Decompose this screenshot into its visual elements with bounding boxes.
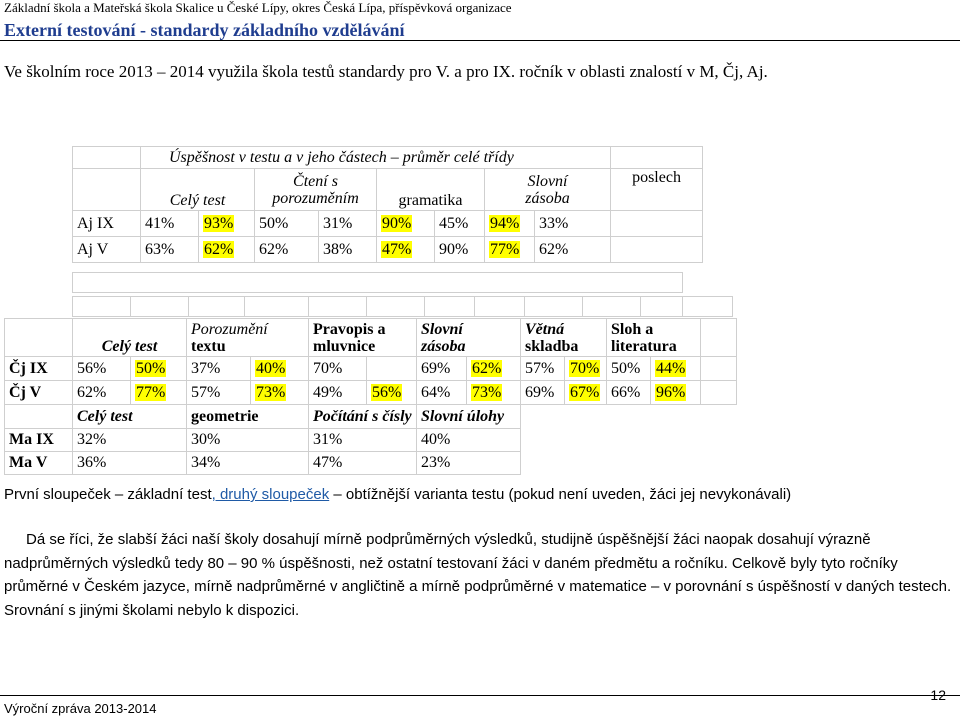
cell: 56% (73, 357, 131, 381)
aj-table-title: Úspěšnost v testu a v jeho částech – průměr celé třídy (141, 147, 611, 169)
cell-highlighted: 73% (256, 383, 286, 401)
cell: 57% (187, 381, 251, 405)
cell: 31% (319, 211, 377, 237)
cell: 32% (73, 429, 187, 452)
cell-highlighted: 73% (472, 383, 502, 401)
cj-ma-results-table (4, 318, 737, 475)
cell: 31% (309, 429, 417, 452)
table-row (5, 381, 737, 405)
table-row (73, 237, 703, 263)
ma-header-slovni-ulohy: Slovní úlohy (417, 405, 521, 429)
empty-table-row (72, 272, 683, 293)
row-label: Ma IX (5, 429, 73, 452)
cell-highlighted: 67% (570, 383, 600, 401)
cell: 45% (435, 211, 485, 237)
cell: 63% (141, 237, 199, 263)
cell-highlighted: 62% (472, 359, 502, 377)
cj-header-vetna: Větná skladba (521, 319, 607, 357)
summary-paragraph: Dá se říci, že slabší žáci naší školy dosahují mírně podprůměrných výsledků, studijně úspěšnější žáci naopak dosahují výrazně nadprůměrných výsledků tedy 80 – 90 % úspěšnosti, než ostatní testovaní žáci v daném předmětu a ročníku. Celkově byly tyto ročníky průměrné v Českém jazyce, mírně nadprůměrné v angličtině a mírně podprůměrné v matematice – v porovnání s úspěšností v daných testech. Srovnání s jinými školami nebylo k dispozici. (4, 531, 952, 619)
cell-highlighted: 77% (136, 383, 166, 401)
intro-text: Ve školním roce 2013 – 2014 využila škola testů standardy pro V. a pro IX. ročník v oblasti znalostí v M, Čj, Aj. (4, 62, 768, 81)
cell: 50% (255, 211, 319, 237)
aj-header-slovni: Slovní zásoba (485, 169, 611, 211)
cell: 66% (607, 381, 651, 405)
table-row (73, 211, 703, 237)
cj-header-sloh: Sloh a literatura (607, 319, 701, 357)
aj-header-poslech: poslech (611, 169, 703, 211)
cell: 90% (435, 237, 485, 263)
cell: 30% (187, 429, 309, 452)
cell: 62% (535, 237, 611, 263)
cell: 62% (73, 381, 131, 405)
cell-highlighted: 44% (656, 359, 686, 377)
cell: 69% (417, 357, 467, 381)
cell: 40% (417, 429, 521, 452)
cj-header-pravopis: Pravopis a mluvnice (309, 319, 417, 357)
aj-results-table (72, 146, 703, 263)
cell-highlighted: 77% (490, 240, 520, 258)
ma-header-geometrie: geometrie (187, 405, 309, 429)
row-label: Aj V (73, 237, 141, 263)
cell-highlighted: 70% (570, 359, 600, 377)
aj-header-celkovy: Celý test (141, 169, 255, 211)
cell-highlighted: 56% (372, 383, 402, 401)
cell: 33% (535, 211, 611, 237)
cell: 34% (187, 452, 309, 475)
cell-highlighted: 50% (136, 359, 166, 377)
cj-header-celkovy: Celý test (73, 319, 187, 357)
cj-header-slovni: Slovní zásoba (417, 319, 521, 357)
footer-text: Výroční zpráva 2013-2014 (4, 701, 157, 716)
legend-note-link: , druhý sloupeček (211, 486, 330, 503)
empty-table-row (72, 296, 733, 317)
ma-header-pocitani: Počítání s čísly (309, 405, 417, 429)
cell: 70% (309, 357, 367, 381)
cell-highlighted: 47% (382, 240, 412, 258)
header-title: Externí testování - standardy základního vzdělávání (4, 20, 405, 40)
cell (367, 357, 417, 381)
cell: 37% (187, 357, 251, 381)
row-label: Aj IX (73, 211, 141, 237)
table-row (5, 452, 737, 475)
aj-header-gramatika: gramatika (377, 169, 485, 211)
footer-divider (0, 695, 960, 696)
row-label: Čj V (5, 381, 73, 405)
aj-header-cteni: Čtení s porozuměním (255, 169, 377, 211)
legend-note: První sloupeček – základní test, druhý sloupeček – obtížnější varianta testu (pokud není uveden, žáci jej nevykonávali) (4, 486, 792, 503)
cell-highlighted: 93% (204, 214, 234, 232)
cell: 69% (521, 381, 565, 405)
cell: 41% (141, 211, 199, 237)
table-row (5, 429, 737, 452)
table-row (5, 357, 737, 381)
cell: 47% (309, 452, 417, 475)
cell: 23% (417, 452, 521, 475)
cell: 64% (417, 381, 467, 405)
cell-highlighted: 94% (490, 214, 520, 232)
row-label: Čj IX (5, 357, 73, 381)
cell-highlighted: 62% (204, 240, 234, 258)
cell: 36% (73, 452, 187, 475)
cj-header-porozumeni: Porozumění textu (187, 319, 309, 357)
header-divider (0, 40, 960, 41)
cell: 57% (521, 357, 565, 381)
ma-header-celkovy: Celý test (73, 405, 187, 429)
row-label: Ma V (5, 452, 73, 475)
cell-highlighted: 40% (256, 359, 286, 377)
header-organization: Základní škola a Mateřská škola Skalice u České Lípy, okres Česká Lípa, příspěvková organizace (4, 0, 512, 15)
cell: 38% (319, 237, 377, 263)
cell-highlighted: 96% (656, 383, 686, 401)
page-number: 12 (930, 687, 946, 703)
cell: 49% (309, 381, 367, 405)
cell: 50% (607, 357, 651, 381)
cell-highlighted: 90% (382, 214, 412, 232)
cell: 62% (255, 237, 319, 263)
